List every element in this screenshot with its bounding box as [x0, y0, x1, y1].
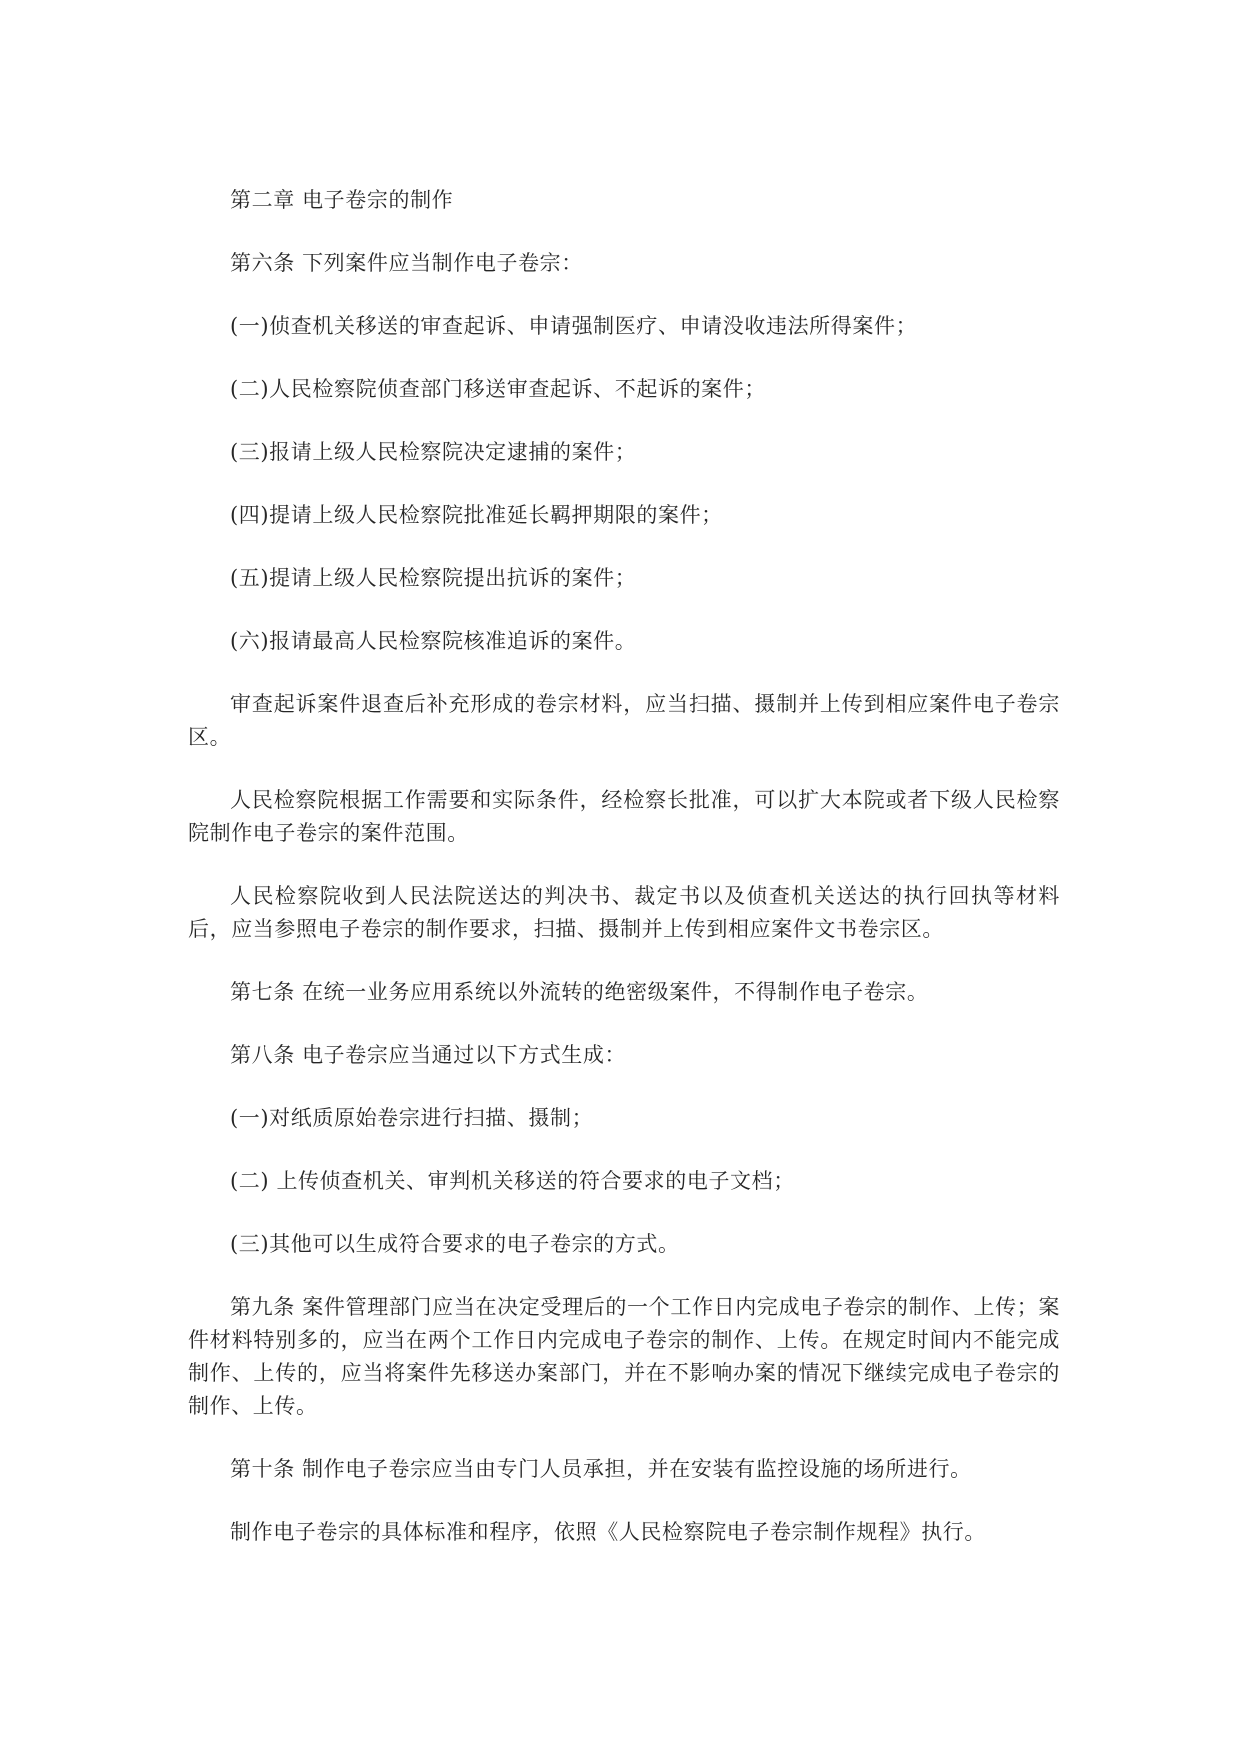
article-6-heading: 第六条 下列案件应当制作电子卷宗： [230, 251, 583, 275]
article-6-item-3: (三)报请上级人民检察院决定逮捕的案件； [230, 440, 637, 464]
article-8-item-2: (二) 上传侦查机关、审判机关移送的符合要求的电子文档； [230, 1169, 795, 1193]
article-6-item-6: (六)报请最高人民检察院核准追诉的案件。 [230, 629, 637, 653]
article-6-paragraph-4: 人民检察院收到人民法院送达的判决书、裁定书以及侦查机关送达的执行回执等材料后，应当参照电子卷宗的制作要求，扫描、摄制并上传到相应案件文书卷宗区。 [188, 884, 1060, 941]
article-6-paragraph-2: 审查起诉案件退查后补充形成的卷宗材料，应当扫描、摄制并上传到相应案件电子卷宗区。 [188, 692, 1060, 749]
chapter-heading: 第二章 电子卷宗的制作 [230, 188, 454, 212]
article-6-item-2: (二)人民检察院侦查部门移送审查起诉、不起诉的案件； [230, 377, 766, 401]
article-10: 第十条 制作电子卷宗应当由专门人员承担，并在安装有监控设施的场所进行。 [230, 1457, 972, 1481]
article-6-item-1: (一)侦查机关移送的审查起诉、申请强制医疗、申请没收违法所得案件； [230, 314, 918, 338]
article-7: 第七条 在统一业务应用系统以外流转的绝密级案件，不得制作电子卷宗。 [230, 980, 929, 1004]
article-8-item-3: (三)其他可以生成符合要求的电子卷宗的方式。 [230, 1232, 680, 1256]
article-10-paragraph-2: 制作电子卷宗的具体标准和程序，依照《人民检察院电子卷宗制作规程》执行。 [230, 1520, 986, 1544]
article-6-item-5: (五)提请上级人民检察院提出抗诉的案件； [230, 566, 637, 590]
article-9: 第九条 案件管理部门应当在决定受理后的一个工作日内完成电子卷宗的制作、上传；案件材料特别多的，应当在两个工作日内完成电子卷宗的制作、上传。在规定时间内不能完成制作、上传的，应当将案件先移送办案部门，并在不影响办案的情况下继续完成电子卷宗的制作、上传。 [188, 1295, 1060, 1418]
article-6-paragraph-3: 人民检察院根据工作需要和实际条件，经检察长批准，可以扩大本院或者下级人民检察院制作电子卷宗的案件范围。 [188, 788, 1060, 845]
document-body [188, 184, 1060, 1549]
article-8-heading: 第八条 电子卷宗应当通过以下方式生成： [230, 1043, 627, 1067]
article-6-item-4: (四)提请上级人民检察院批准延长羁押期限的案件； [230, 503, 723, 527]
article-8-item-1: (一)对纸质原始卷宗进行扫描、摄制； [230, 1106, 594, 1130]
